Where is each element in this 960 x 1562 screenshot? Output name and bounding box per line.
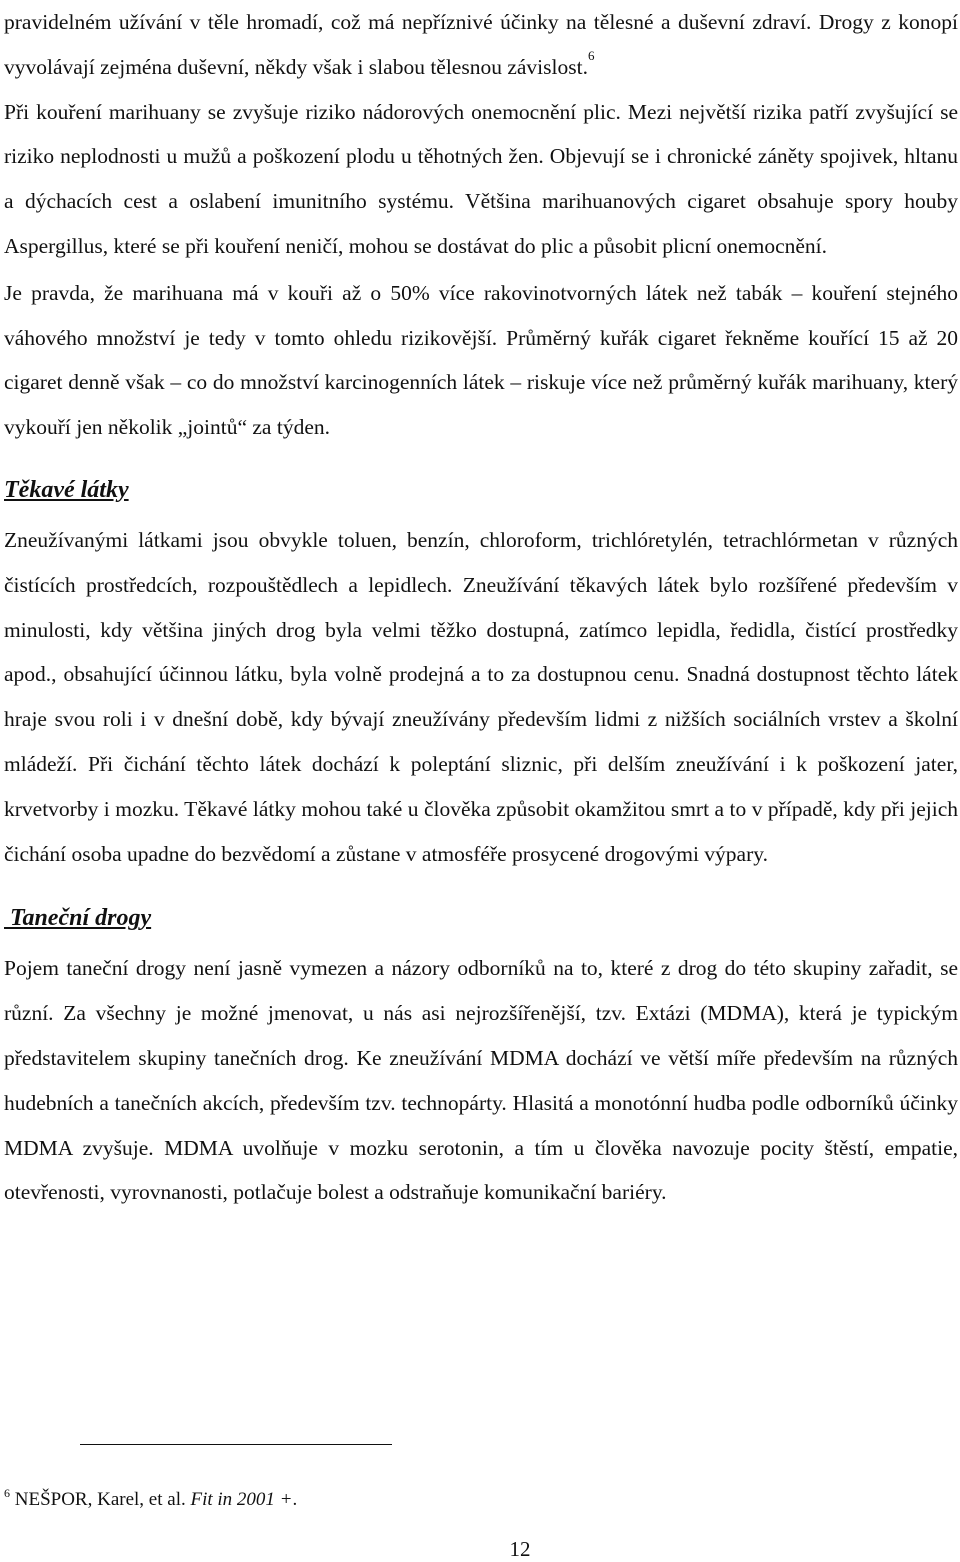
paragraph-volatile-substances: Zneužívanými látkami jsou obvykle toluen, benzín, chloroform, trichlóretylén, tetrachlórmetan v různých čistících prostředcích, rozpouštědlech a lepidlech. Zneužívání těkavých látek bylo rozšířené především v minulosti, kdy většina jiných drog byla velmi těžko dostupná, zatímco lepidla, ředidla, čistící prostředky apod., obsahující účinnou látku, byla volně prodejná a to za dostupnou cenu. Snadná dostupnost těchto látek hraje svou roli i v dnešní době, kdy bývají zneužívány především lidmi z nižších sociálních vrstev a školní mládeží. Při čichání těchto látek dochází k poleptání sliznic, při delším zneužívání i k poškození jater, krvetvorby i mozku. Těkavé látky mohou také u člověka způsobit okamžitou smrt a to v případě, kdy při jejich čichání osoba upadne do bezvědomí a zůstane v atmosféře prosycené drogovými výpary. [4,527,958,866]
document-page [4,0,958,1215]
footnote-title: Fit in 2001 + [190,1489,293,1510]
heading-volatile-substances: Těkavé látky [4,476,129,503]
footnote-tail: . [292,1489,298,1510]
page-number: 12 [509,1537,531,1561]
paragraph-cannabis-dependence [4,0,958,90]
footnote-author: NEŠPOR, Karel, et al. [14,1489,191,1510]
footnote [4,1487,297,1513]
footnote-number: 6 [4,1486,10,1500]
footnote-reference[interactable]: 6 [587,47,595,63]
paragraph-carcinogens-comparison: Je pravda, že marihuana má v kouři až o 50% více rakovinotvorných látek než tabák – kouření stejného váhového množství je tedy v tomto ohledu rizikovější. Průměrný kuřák cigaret řekněme kouřící 15 až 20 cigaret denně však – co do množství karcinogenních látek – riskuje více než průměrný kuřák marihuany, který vykouří jen několik „jointů“ za týden. [4,280,958,440]
paragraph-dance-drugs: Pojem taneční drogy není jasně vymezen a názory odborníků na to, které z drog do této skupiny zařadit, se různí. Za všechny je možné jmenovat, u nás asi nejrozšířenější, tzv. Extázi (MDMA), která je typickým představitelem skupiny tanečních drog. Ke zneužívání MDMA dochází ve větší míře především na různých hudebních a tanečních akcích, především tzv. technopárty. Hlasitá a monotónní hudba podle odborníků účinky MDMA zvyšuje. MDMA uvolňuje v mozku serotonin, a tím u člověka navozuje pocity štěstí, empatie, otevřenosti, vyrovnanosti, potlačuje bolest a odstraňuje komunikační bariéry. [4,956,958,1205]
paragraph-marijuana-risks: Při kouření marihuany se zvyšuje riziko nádorových onemocnění plic. Mezi největší rizika patří zvyšující se riziko neplodnosti u mužů a poškození plodu u těhotných žen. Objevují se i chronické záněty spojivek, hltanu a dýchacích cest a oslabení imunitního systému. Většina marihuanových cigaret obsahuje spory houby Aspergillus, které se při kouření neničí, mohou se dostávat do plic a působit plicní onemocnění. [4,99,958,258]
footnote-separator [80,1444,392,1445]
heading-dance-drugs: Taneční drogy [4,905,152,932]
paragraph-text: pravidelném užívání v těle hromadí, což má nepříznivé účinky na tělesné a duševní zdraví. Drogy z konopí vyvolávají zejména duševní, někdy však i slabou tělesnou závislost. [4,10,958,79]
